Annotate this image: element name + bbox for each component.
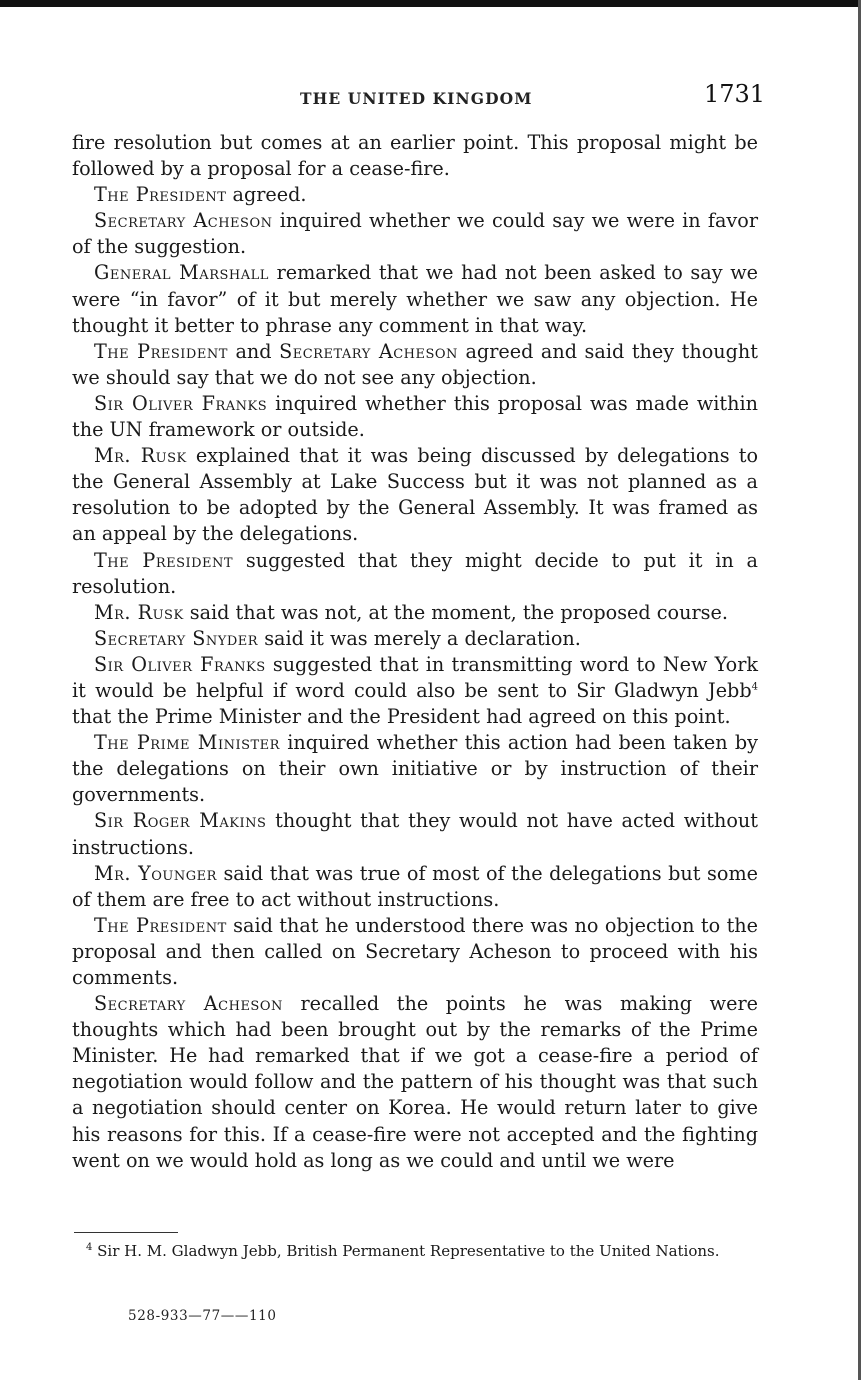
footnote-marker: 4 [86, 1242, 93, 1253]
speaker-name: Sir Roger Makins [94, 809, 267, 833]
footnote-divider [74, 1232, 178, 1233]
paragraph [72, 182, 758, 208]
speaker-name: Sir Oliver Franks [94, 391, 268, 415]
paragraph-text: agreed and said they thought we should say that we do not see any objection. [72, 339, 758, 389]
running-head: THE UNITED KINGDOM [300, 89, 533, 108]
paragraph-text: that the Prime Minister and the President had agreed on this point. [72, 705, 731, 729]
speaker-name: General Marshall [94, 261, 269, 285]
paragraph [72, 730, 758, 808]
speaker-name: The Prime Minister [94, 731, 280, 755]
footnote [72, 1242, 758, 1261]
paragraph [72, 600, 758, 626]
paragraph-text: said it was merely a declaration. [258, 626, 581, 650]
paragraph-text: suggested that in transmitting word to New York it would be helpful if word could also be sent to Sir Gladwyn Jebb [72, 652, 758, 702]
top-edge-rule [0, 0, 861, 7]
paragraph [72, 391, 758, 443]
paragraph [72, 130, 758, 182]
paragraph [72, 913, 758, 991]
paragraph [72, 548, 758, 600]
speaker-name: Mr. Younger [94, 861, 217, 885]
footnote-reference[interactable]: 4 [751, 681, 758, 693]
paragraph-text: said that was not, at the moment, the proposed course. [183, 600, 728, 624]
speaker-name: The President [94, 548, 234, 572]
paragraph [72, 443, 758, 547]
paragraph [72, 339, 758, 391]
paragraph-text: explained that it was being discussed by delegations to the General Assembly at Lake Success but it was not planned as a resolution to be adopted by the General Assembly. It was framed as an appeal by the delegations. [72, 444, 759, 546]
speaker-name: The President [94, 339, 228, 363]
speaker-name: Secretary Acheson [94, 209, 273, 233]
paragraph-text: said that was true of most of the delegations but some of them are free to act without instructions. [72, 861, 758, 911]
paragraph [72, 808, 758, 860]
paragraph [72, 861, 758, 913]
paragraph-text: recalled the points he was making were thoughts which had been brought out by the remarks of the Prime Minister. He had remarked that if we got a cease-fire a period of negotiation would follow and the pattern of his thought was that such a negotiation should center on Korea. He would return later to give his reasons for this. If a cease-fire were not accepted and the fighting went on we would hold as long as we could and until we were [72, 992, 758, 1172]
conjunction-text: and [227, 339, 280, 363]
paragraph [72, 208, 758, 260]
speaker-name: The President [94, 913, 227, 937]
paragraph-text: suggested that they might decide to put it in a resolution. [72, 548, 758, 598]
speaker-name: Sir Oliver Franks [94, 652, 266, 676]
paragraph-text: fire resolution but comes at an earlier point. This proposal might be followed by a proposal for a cease-fire. [72, 131, 758, 181]
paragraph [72, 626, 758, 652]
speaker-name: Secretary Snyder [94, 626, 259, 650]
paragraph-text: inquired whether this action had been taken by the delegations on their own initiative or by instruction of their governments. [72, 731, 758, 807]
speaker-name: Mr. Rusk [94, 444, 187, 468]
paragraph-text: remarked that we had not been asked to say we were “in favor” of it but merely whether we saw any objection. He thought it better to phrase any comment in that way. [72, 261, 758, 337]
footnote-text: Sir H. M. Gladwyn Jebb, British Permanent Representative to the United Nations. [92, 1242, 720, 1260]
paragraph [72, 652, 758, 730]
body-text [72, 130, 758, 1174]
paragraph-text: thought that they would not have acted without instructions. [72, 809, 758, 859]
paragraph-text: inquired whether this proposal was made within the UN framework or outside. [72, 391, 758, 442]
print-code: 528-933—77——110 [128, 1308, 277, 1324]
paragraph-text: agreed. [226, 183, 307, 207]
paragraph-text: said that he understood there was no objection to the proposal and then called on Secretary Acheson to proceed with his comments. [72, 913, 758, 989]
page-number: 1731 [704, 80, 766, 108]
paragraph-text: inquired whether we could say we were in favor of the suggestion. [72, 209, 758, 259]
paragraph [72, 260, 758, 338]
speaker-name: Secretary Acheson [94, 992, 283, 1016]
speaker-name: Secretary Acheson [279, 339, 458, 363]
speaker-name: Mr. Rusk [94, 600, 184, 624]
paragraph [72, 991, 758, 1174]
speaker-name: The President [94, 183, 227, 207]
